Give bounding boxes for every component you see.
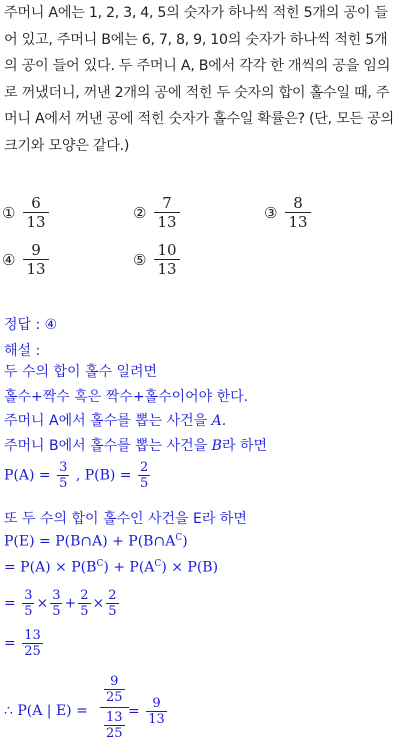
choice-1-mark: ① [2,203,16,222]
solution-line-4-text: 주머니 B에서 홀수를 뽑는 사건을 [4,438,208,454]
final-bottom-den: 25 [106,726,123,741]
line-9-op-2: + [64,595,77,612]
final-compound-fraction [100,674,129,741]
choice-1-fraction [23,194,48,231]
prob-b-lhs: , P(B) = [75,467,132,484]
line-9-frac-3 [78,588,90,619]
line-9-frac-3-num: 2 [80,588,89,603]
final-top-fraction [104,674,125,705]
choice-4-mark: ④ [2,250,16,269]
choice-5[interactable] [133,241,180,278]
final-result-fraction [146,696,167,727]
choice-2-mark: ② [133,203,147,222]
line-9-op-1: × [36,595,49,612]
line-9-frac-4-den: 5 [108,604,117,619]
line-9-op-3: × [92,595,105,612]
answer-line: 정답 : ④ [4,317,58,333]
choice-3-num: 8 [293,194,303,212]
solution-line-10 [4,628,45,659]
choice-3[interactable] [264,194,311,231]
prob-a-num: 3 [59,460,68,475]
line-10-eq: = [4,635,16,652]
final-compound-bottom [100,708,129,741]
line-9-eq: = [4,595,16,612]
line-9-frac-2 [50,588,62,619]
choice-4[interactable] [2,241,49,278]
choice-2-num: 7 [162,194,172,212]
line-9-frac-4-num: 2 [108,588,117,603]
solution-line-3-text: 주머니 A에서 홀수를 뽑는 사건을 [4,413,208,429]
line-9-frac-3-den: 5 [80,604,89,619]
solution-line-8 [4,559,218,576]
prob-b-num: 2 [140,460,149,475]
solution-line-9 [4,588,121,619]
line-8-a: = P(A) × P(B [4,559,97,576]
solution-line-3 [4,410,226,430]
prob-a-b-line [4,460,152,491]
final-lhs: ∴ P(A | E) = [4,703,88,719]
solution-line-6: 또 두 수의 합이 홀수인 사건을 E라 하면 [4,511,247,527]
line-9-frac-1-num: 3 [24,588,33,603]
solution-line-7 [4,533,188,550]
line-9-frac-2-den: 5 [52,604,61,619]
line-9-frac-1-den: 5 [24,604,33,619]
line-9-frac-4 [106,588,118,619]
line-8-sup-2: C [154,559,162,569]
choice-3-den: 13 [285,212,310,231]
choice-5-num: 10 [157,241,177,259]
problem-text: 주머니 A에는 1, 2, 3, 4, 5의 숫자가 하나씩 적힌 5개의 공이 들어 있고, 주머니 B에는 6, 7, 8, 9, 10의 숫자가 하나씩 적힌 5개의 공이 들어 있다. 두 주머니 A, B에서 각각 한 개씩의 공을 임의로 꺼냈더니, 꺼낸 2개의 공에 적힌 두 숫자의 합이 홀수일 때, 주머니 A에서 꺼낸 공에 적힌 숫자가 홀수일 확률은? (단, 모든 공의 크기와 모양은 같다.) [4,5,394,154]
line-8-b: ) + P(A [103,559,155,576]
prob-a-lhs: P(A) = [4,467,51,484]
solution-line-4 [4,435,267,455]
line-9-frac-2-num: 3 [52,588,61,603]
choice-4-fraction [23,241,48,278]
line-10-den: 25 [24,644,41,659]
line-10-fraction [22,628,43,659]
choice-1[interactable] [2,194,49,231]
prob-b-den: 5 [140,476,149,491]
prob-a-fraction [57,460,69,491]
solution-line-2: 홀수+짝수 혹은 짝수+홀수이어야 한다. [4,389,249,405]
final-top-den: 25 [106,690,123,705]
final-compound-top [100,674,129,708]
final-result-den: 13 [148,712,165,727]
event-b-symbol: B [211,438,222,454]
line-8-c: ) × P(B) [161,559,219,576]
choice-2-fraction [154,194,179,231]
prob-a-den: 5 [59,476,68,491]
final-eq: = [128,703,140,720]
event-a-symbol: A. [211,413,227,429]
choice-1-num: 6 [31,194,41,212]
final-bottom-num: 13 [106,710,123,725]
solution-line-4-end: 라 하면 [221,438,267,454]
solution-line-1: 두 수의 합이 홀수 일려면 [4,364,158,380]
line-8-sup-1: C [96,559,104,569]
choice-1-den: 13 [23,212,48,231]
choice-2[interactable] [133,194,180,231]
explain-label: 해설 : [4,343,41,359]
line-7-sup: C [175,533,183,543]
choice-2-den: 13 [154,212,179,231]
choice-4-num: 9 [31,241,41,259]
line-7-end: ) [182,533,188,550]
prob-b-fraction [138,460,150,491]
final-result-num: 9 [152,696,161,711]
line-7-main: P(E) = P(B∩A) + P(B∩A [4,533,176,550]
choice-4-den: 13 [23,259,48,278]
line-9-frac-1 [22,588,34,619]
choice-5-mark: ⑤ [133,250,147,269]
choice-5-fraction [154,241,179,278]
final-result [128,696,169,727]
choice-3-mark: ③ [264,203,278,222]
final-top-num: 9 [110,674,119,689]
choice-3-fraction [285,194,310,231]
line-10-num: 13 [24,628,41,643]
choice-5-den: 13 [154,259,179,278]
final-bottom-fraction [104,710,125,741]
